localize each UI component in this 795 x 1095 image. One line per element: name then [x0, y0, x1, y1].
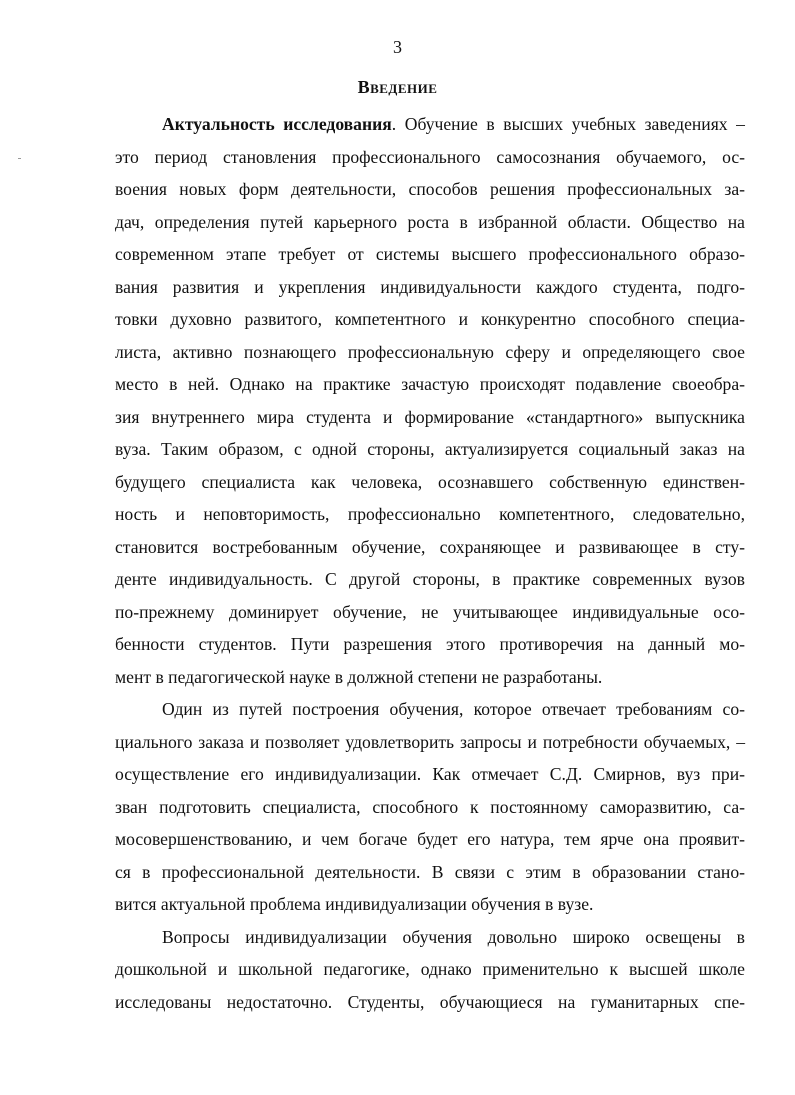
paragraph-lead: Актуальность исследования	[162, 114, 392, 134]
paragraph-1-line-16: по-прежнему доминирует обучение, не учитывающее индивидуальные осо-	[115, 601, 745, 622]
paragraph-2-line-4: зван подготовить специалиста, способного к постоянному саморазвитию, са-	[115, 796, 745, 817]
paragraph-3-line-2: дошкольной и школьной педагогике, однако применительно к высшей школе	[115, 959, 745, 979]
paragraph-1-line-1	[115, 108, 745, 141]
body-text	[115, 108, 745, 1018]
paragraph-2-line-1: Один из путей построения обучения, которое отвечает требованиям со-	[162, 699, 745, 719]
paragraph-1-line-18: мент в педагогической науке в должной степени не разработаны.	[115, 666, 603, 687]
paragraph-2-line-3: осуществление его индивидуализации. Как отмечает С.Д. Смирнов, вуз при-	[115, 764, 745, 784]
paragraph-1-line-13: ность и неповторимость, профессионально компетентного, следовательно,	[115, 504, 745, 524]
paragraph-1-line-12: будущего специалиста как человека, осознавшего собственную единствен-	[115, 471, 745, 492]
paragraph-1-line-8: листа, активно познающего профессиональную сферу и определяющего свое	[115, 341, 745, 362]
paragraph-1-line-10: зия внутреннего мира студента и формирование «стандартного» выпускника	[115, 406, 745, 427]
page-title: Введение	[357, 77, 438, 97]
paragraph-1-line-11: вуза. Таким образом, с одной стороны, актуализируется социальный заказ на	[115, 439, 745, 459]
paragraph-2-line-7: вится актуальной проблема индивидуализации обучения в вузе.	[115, 894, 594, 914]
paragraph-1-line-15: денте индивидуальность. С другой стороны, в практике современных вузов	[115, 569, 745, 589]
paragraph-1-line-4: дач, определения путей карьерного роста в избранной области. Общество на	[115, 211, 745, 232]
paragraph-1-line-14: становится востребованным обучение, сохраняющее и развивающее в сту-	[115, 536, 745, 557]
paragraph-2-line-6: ся в профессиональной деятельности. В связи с этим в образовании стано-	[115, 861, 745, 882]
paragraph-1-line-3: воения новых форм деятельности, способов решения профессиональных за-	[115, 179, 745, 199]
paragraph-1-line-6: вания развития и укрепления индивидуальности каждого студента, подго-	[115, 276, 745, 297]
paragraph-1-line-9: место в ней. Однако на практике зачастую происходят подавление своеобра-	[115, 374, 745, 394]
paragraph-1-line-7: товки духовно развитого, компетентного и конкурентно способного специа-	[115, 309, 745, 329]
paragraph-line-text: . Обучение в высших учебных заведениях –	[391, 114, 745, 134]
paragraph-3-line-1: Вопросы индивидуализации обучения довольно широко освещены в	[162, 926, 745, 947]
margin-mark	[18, 158, 21, 159]
paragraph-1-line-2: это период становления профессионального самосознания обучаемого, ос-	[115, 146, 745, 167]
paragraph-2-line-2: циального заказа и позволяет удовлетворить запросы и потребности обучаемых, –	[115, 731, 745, 752]
paragraph-2-line-5: мосовершенствованию, и чем богаче будет его натура, тем ярче она проявит-	[115, 829, 745, 849]
page-number: 3	[393, 37, 402, 57]
paragraph-1-line-5: современном этапе требует от системы высшего профессионального образо-	[115, 244, 745, 264]
paragraph-1-line-17: бенности студентов. Пути разрешения этого противоречия на данный мо-	[115, 634, 745, 654]
paragraph-3-line-3: исследованы недостаточно. Студенты, обучающиеся на гуманитарных спе-	[115, 991, 745, 1012]
